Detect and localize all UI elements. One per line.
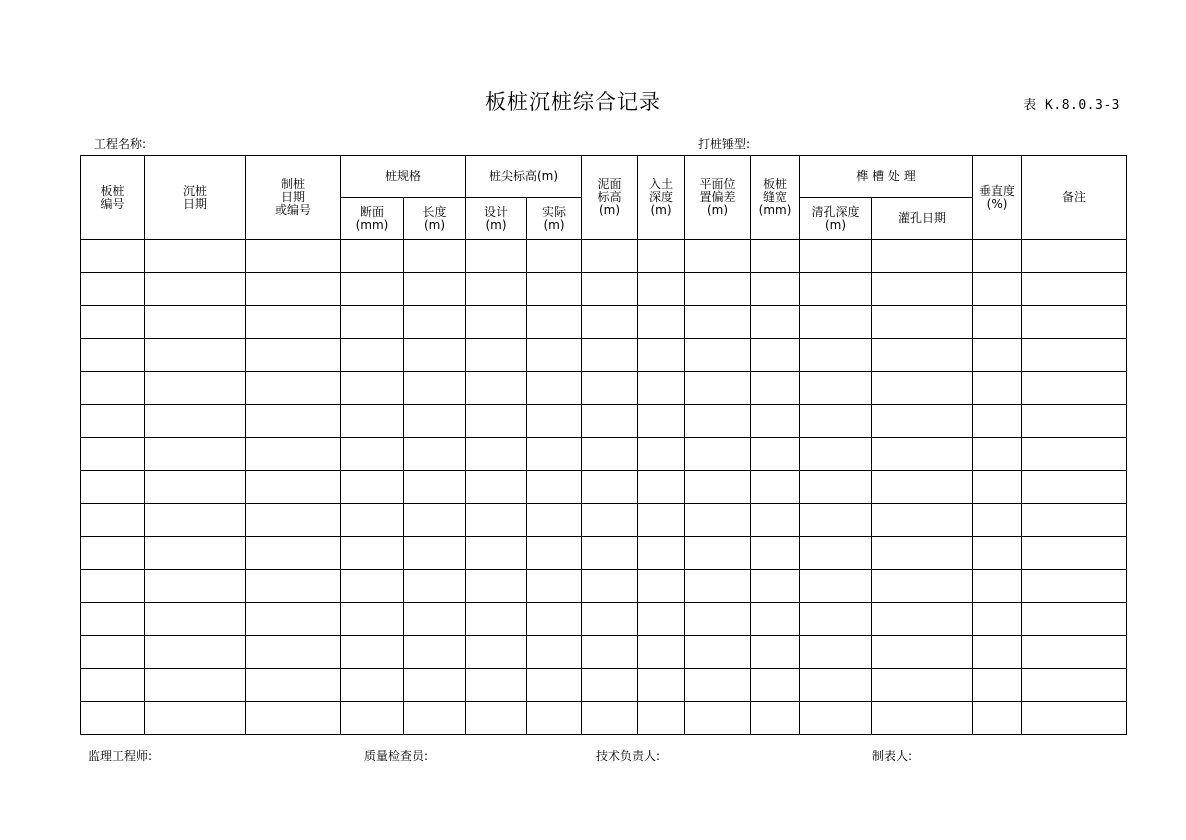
table-cell[interactable]	[582, 471, 638, 504]
table-cell[interactable]	[751, 537, 800, 570]
table-cell[interactable]	[973, 240, 1022, 273]
table-cell[interactable]	[145, 471, 246, 504]
inspector-label: 质量检查员:	[364, 749, 429, 763]
table-cell[interactable]	[1022, 438, 1127, 471]
header-clean-depth: 清孔深度 (m)	[800, 198, 872, 240]
table-cell[interactable]	[1022, 537, 1127, 570]
table-cell[interactable]	[145, 636, 246, 669]
table-row	[81, 438, 1127, 471]
table-cell[interactable]	[527, 537, 582, 570]
table-cell[interactable]	[638, 570, 685, 603]
table-row	[81, 339, 1127, 372]
table-cell[interactable]	[638, 438, 685, 471]
table-cell[interactable]	[872, 339, 973, 372]
table-cell[interactable]	[751, 570, 800, 603]
table-cell[interactable]	[145, 273, 246, 306]
table-cell[interactable]	[1022, 702, 1127, 735]
header-plane-deviation: 平面位 置偏差 (m)	[685, 156, 751, 240]
table-cell[interactable]	[685, 273, 751, 306]
table-cell[interactable]	[685, 537, 751, 570]
table-cell[interactable]	[527, 339, 582, 372]
table-cell[interactable]	[751, 306, 800, 339]
header-make-date: 制桩 日期 或编号	[246, 156, 341, 240]
table-cell[interactable]	[466, 603, 527, 636]
table-cell[interactable]	[404, 702, 466, 735]
table-cell[interactable]	[685, 669, 751, 702]
table-cell[interactable]	[404, 273, 466, 306]
table-cell[interactable]	[685, 603, 751, 636]
table-cell[interactable]	[638, 405, 685, 438]
table-body	[81, 240, 1127, 735]
table-cell[interactable]	[81, 438, 145, 471]
table-cell[interactable]	[1022, 306, 1127, 339]
table-row	[81, 306, 1127, 339]
table-cell[interactable]	[81, 273, 145, 306]
table-cell[interactable]	[800, 702, 872, 735]
table-cell[interactable]	[1022, 504, 1127, 537]
table-cell[interactable]	[685, 240, 751, 273]
table-cell[interactable]	[638, 702, 685, 735]
table-cell[interactable]	[246, 537, 341, 570]
table-cell[interactable]	[800, 570, 872, 603]
form-code: 表 K.8.0.3-3	[1023, 98, 1120, 113]
table-cell[interactable]	[1022, 240, 1127, 273]
table-cell[interactable]	[973, 471, 1022, 504]
table-cell[interactable]	[81, 471, 145, 504]
header-section: 断面 (mm)	[341, 198, 404, 240]
table-cell[interactable]	[404, 240, 466, 273]
table-cell[interactable]	[527, 669, 582, 702]
table-cell[interactable]	[582, 240, 638, 273]
table-cell[interactable]	[973, 405, 1022, 438]
table-cell[interactable]	[638, 372, 685, 405]
table-cell[interactable]	[466, 273, 527, 306]
table-cell[interactable]	[246, 471, 341, 504]
table-cell[interactable]	[872, 471, 973, 504]
table-cell[interactable]	[527, 702, 582, 735]
table-cell[interactable]	[872, 273, 973, 306]
table-cell[interactable]	[973, 636, 1022, 669]
pile-record-table	[80, 155, 1127, 735]
header-design: 设计 (m)	[466, 198, 527, 240]
table-cell[interactable]	[751, 372, 800, 405]
table-row	[81, 240, 1127, 273]
table-cell[interactable]	[527, 372, 582, 405]
table-cell[interactable]	[582, 438, 638, 471]
table-cell[interactable]	[341, 471, 404, 504]
table-cell[interactable]	[751, 240, 800, 273]
table-cell[interactable]	[246, 273, 341, 306]
table-row	[81, 471, 1127, 504]
table-cell[interactable]	[81, 570, 145, 603]
table-cell[interactable]	[872, 537, 973, 570]
table-cell[interactable]	[751, 405, 800, 438]
table-cell[interactable]	[800, 471, 872, 504]
table-cell[interactable]	[81, 537, 145, 570]
table-row	[81, 702, 1127, 735]
table-cell[interactable]	[466, 504, 527, 537]
table-cell[interactable]	[341, 339, 404, 372]
table-cell[interactable]	[341, 702, 404, 735]
table-cell[interactable]	[872, 306, 973, 339]
table-row	[81, 537, 1127, 570]
table-cell[interactable]	[685, 504, 751, 537]
table-cell[interactable]	[466, 669, 527, 702]
table-cell[interactable]	[1022, 570, 1127, 603]
table-cell[interactable]	[341, 405, 404, 438]
table-cell[interactable]	[685, 438, 751, 471]
table-cell[interactable]	[341, 372, 404, 405]
table-cell[interactable]	[800, 669, 872, 702]
table-cell[interactable]	[466, 339, 527, 372]
table-cell[interactable]	[800, 405, 872, 438]
table-cell[interactable]	[800, 537, 872, 570]
table-cell[interactable]	[751, 471, 800, 504]
table-cell[interactable]	[466, 306, 527, 339]
table-row	[81, 372, 1127, 405]
tech-lead-label: 技术负责人:	[596, 749, 661, 763]
table-cell[interactable]	[145, 537, 246, 570]
page-title: 板桩沉桩综合记录	[485, 90, 661, 114]
table-cell[interactable]	[582, 702, 638, 735]
table-cell[interactable]	[81, 372, 145, 405]
table-cell[interactable]	[527, 306, 582, 339]
table-cell[interactable]	[973, 570, 1022, 603]
table-cell[interactable]	[81, 603, 145, 636]
table-cell[interactable]	[527, 405, 582, 438]
table-cell[interactable]	[638, 603, 685, 636]
table-cell[interactable]	[341, 504, 404, 537]
table-cell[interactable]	[145, 702, 246, 735]
table-cell[interactable]	[527, 471, 582, 504]
table-cell[interactable]	[246, 339, 341, 372]
table-cell[interactable]	[81, 405, 145, 438]
table-cell[interactable]	[872, 438, 973, 471]
table-cell[interactable]	[800, 273, 872, 306]
table-cell[interactable]	[872, 504, 973, 537]
table-cell[interactable]	[404, 669, 466, 702]
table-cell[interactable]	[466, 570, 527, 603]
table-cell[interactable]	[685, 702, 751, 735]
supervisor-label: 监理工程师:	[88, 749, 153, 763]
table-cell[interactable]	[81, 240, 145, 273]
table-cell[interactable]	[246, 702, 341, 735]
hammer-type-label: 打桩锤型:	[698, 137, 751, 151]
table-cell[interactable]	[582, 372, 638, 405]
table-cell[interactable]	[1022, 273, 1127, 306]
header-verticality: 垂直度 (%)	[973, 156, 1022, 240]
header-groove-treatment: 榫 槽 处 理	[800, 156, 973, 198]
header-tip-elevation: 桩尖标高(m)	[466, 156, 582, 198]
header-actual: 实际 (m)	[527, 198, 582, 240]
table-cell[interactable]	[973, 438, 1022, 471]
header-length: 长度 (m)	[404, 198, 466, 240]
table-cell[interactable]	[246, 669, 341, 702]
table-cell[interactable]	[973, 669, 1022, 702]
table-cell[interactable]	[872, 702, 973, 735]
table-cell[interactable]	[685, 570, 751, 603]
table-cell[interactable]	[466, 471, 527, 504]
table-cell[interactable]	[638, 273, 685, 306]
table-cell[interactable]	[751, 273, 800, 306]
table-cell[interactable]	[872, 405, 973, 438]
table-cell[interactable]	[466, 372, 527, 405]
table-cell[interactable]	[1022, 405, 1127, 438]
table-cell[interactable]	[404, 438, 466, 471]
table-cell[interactable]	[341, 603, 404, 636]
table-cell[interactable]	[246, 438, 341, 471]
table-cell[interactable]	[1022, 372, 1127, 405]
table-cell[interactable]	[582, 537, 638, 570]
table-cell[interactable]	[582, 636, 638, 669]
table-cell[interactable]	[246, 603, 341, 636]
header-remarks: 备注	[1022, 156, 1127, 240]
table-cell[interactable]	[246, 372, 341, 405]
table-cell[interactable]	[800, 339, 872, 372]
table-cell[interactable]	[1022, 339, 1127, 372]
table-row	[81, 636, 1127, 669]
table-cell[interactable]	[872, 636, 973, 669]
table-cell[interactable]	[145, 372, 246, 405]
table-cell[interactable]	[582, 504, 638, 537]
table-cell[interactable]	[466, 537, 527, 570]
table-cell[interactable]	[145, 570, 246, 603]
table-cell[interactable]	[466, 438, 527, 471]
table-cell[interactable]	[973, 372, 1022, 405]
table-cell[interactable]	[341, 669, 404, 702]
table-cell[interactable]	[145, 669, 246, 702]
table-cell[interactable]	[685, 405, 751, 438]
table-cell[interactable]	[81, 669, 145, 702]
table-cell[interactable]	[404, 603, 466, 636]
table-cell[interactable]	[751, 636, 800, 669]
table-cell[interactable]	[527, 438, 582, 471]
table-cell[interactable]	[81, 636, 145, 669]
table-cell[interactable]	[81, 702, 145, 735]
table-cell[interactable]	[973, 537, 1022, 570]
header-mud-elevation: 泥面 标高 (m)	[582, 156, 638, 240]
table-cell[interactable]	[582, 273, 638, 306]
table-cell[interactable]	[404, 636, 466, 669]
table-cell[interactable]	[872, 372, 973, 405]
table-cell[interactable]	[527, 504, 582, 537]
table-cell[interactable]	[800, 438, 872, 471]
table-cell[interactable]	[872, 603, 973, 636]
header-sink-date: 沉桩 日期	[145, 156, 246, 240]
table-cell[interactable]	[751, 669, 800, 702]
table-row	[81, 570, 1127, 603]
table-cell[interactable]	[466, 702, 527, 735]
table-cell[interactable]	[1022, 669, 1127, 702]
header-grout-date: 灌孔日期	[872, 198, 973, 240]
table-cell[interactable]	[404, 570, 466, 603]
table-row	[81, 669, 1127, 702]
table-cell[interactable]	[800, 504, 872, 537]
table-cell[interactable]	[638, 537, 685, 570]
table-cell[interactable]	[246, 570, 341, 603]
table-cell[interactable]	[246, 636, 341, 669]
table-cell[interactable]	[466, 240, 527, 273]
table-cell[interactable]	[800, 636, 872, 669]
table-cell[interactable]	[466, 636, 527, 669]
table-cell[interactable]	[1022, 636, 1127, 669]
table-cell[interactable]	[145, 240, 246, 273]
table-cell[interactable]	[638, 240, 685, 273]
table-cell[interactable]	[638, 471, 685, 504]
table-cell[interactable]	[145, 339, 246, 372]
table-cell[interactable]	[751, 438, 800, 471]
table-cell[interactable]	[404, 504, 466, 537]
table-cell[interactable]	[685, 471, 751, 504]
table-cell[interactable]	[800, 240, 872, 273]
table-cell[interactable]	[751, 504, 800, 537]
table-cell[interactable]	[145, 603, 246, 636]
table-row	[81, 405, 1127, 438]
project-name-label: 工程名称:	[94, 137, 147, 151]
table-cell[interactable]	[246, 504, 341, 537]
table-cell[interactable]	[404, 306, 466, 339]
table-cell[interactable]	[81, 306, 145, 339]
table-cell[interactable]	[1022, 471, 1127, 504]
table-cell[interactable]	[638, 636, 685, 669]
table-cell[interactable]	[582, 669, 638, 702]
table-cell[interactable]	[145, 405, 246, 438]
table-cell[interactable]	[751, 702, 800, 735]
table-cell[interactable]	[872, 669, 973, 702]
table-cell[interactable]	[341, 273, 404, 306]
table-cell[interactable]	[341, 636, 404, 669]
header-pile-no: 板桩 编号	[81, 156, 145, 240]
table-cell[interactable]	[751, 603, 800, 636]
table-cell[interactable]	[973, 702, 1022, 735]
table-cell[interactable]	[973, 306, 1022, 339]
table-cell[interactable]	[341, 570, 404, 603]
table-cell[interactable]	[404, 537, 466, 570]
table-row	[81, 603, 1127, 636]
header-embed-depth: 入土 深度 (m)	[638, 156, 685, 240]
table-cell[interactable]	[582, 603, 638, 636]
table-cell[interactable]	[466, 405, 527, 438]
table-cell[interactable]	[81, 504, 145, 537]
table-cell[interactable]	[404, 339, 466, 372]
table-cell[interactable]	[973, 273, 1022, 306]
table-cell[interactable]	[246, 306, 341, 339]
table-cell[interactable]	[582, 306, 638, 339]
table-cell[interactable]	[751, 339, 800, 372]
table-cell[interactable]	[973, 603, 1022, 636]
table-cell[interactable]	[404, 471, 466, 504]
table-cell[interactable]	[685, 306, 751, 339]
table-cell[interactable]	[341, 240, 404, 273]
table-cell[interactable]	[527, 240, 582, 273]
table-cell[interactable]	[638, 306, 685, 339]
header-pile-spec: 桩规格	[341, 156, 466, 198]
table-cell[interactable]	[582, 339, 638, 372]
table-cell[interactable]	[527, 603, 582, 636]
table-cell[interactable]	[246, 405, 341, 438]
table-cell[interactable]	[341, 537, 404, 570]
table-cell[interactable]	[638, 669, 685, 702]
table-cell[interactable]	[872, 240, 973, 273]
table-cell[interactable]	[685, 372, 751, 405]
table-cell[interactable]	[685, 636, 751, 669]
table-cell[interactable]	[145, 306, 246, 339]
table-cell[interactable]	[145, 504, 246, 537]
table-cell[interactable]	[246, 240, 341, 273]
table-row	[81, 504, 1127, 537]
table-cell[interactable]	[145, 438, 246, 471]
table-cell[interactable]	[800, 306, 872, 339]
table-row	[81, 273, 1127, 306]
table-cell[interactable]	[527, 273, 582, 306]
header-seam-width: 板桩 缝宽 (mm)	[751, 156, 800, 240]
table-cell[interactable]	[685, 339, 751, 372]
table-cell[interactable]	[638, 339, 685, 372]
table-cell[interactable]	[404, 405, 466, 438]
table-cell[interactable]	[81, 339, 145, 372]
table-cell[interactable]	[973, 504, 1022, 537]
table-cell[interactable]	[1022, 603, 1127, 636]
table-cell[interactable]	[341, 306, 404, 339]
table-cell[interactable]	[800, 372, 872, 405]
table-cell[interactable]	[872, 570, 973, 603]
table-cell[interactable]	[800, 603, 872, 636]
table-cell[interactable]	[582, 570, 638, 603]
table-cell[interactable]	[527, 570, 582, 603]
table-cell[interactable]	[527, 636, 582, 669]
table-cell[interactable]	[341, 438, 404, 471]
table-cell[interactable]	[404, 372, 466, 405]
table-cell[interactable]	[638, 504, 685, 537]
table-cell[interactable]	[973, 339, 1022, 372]
table-cell[interactable]	[582, 405, 638, 438]
preparer-label: 制表人:	[872, 749, 913, 763]
